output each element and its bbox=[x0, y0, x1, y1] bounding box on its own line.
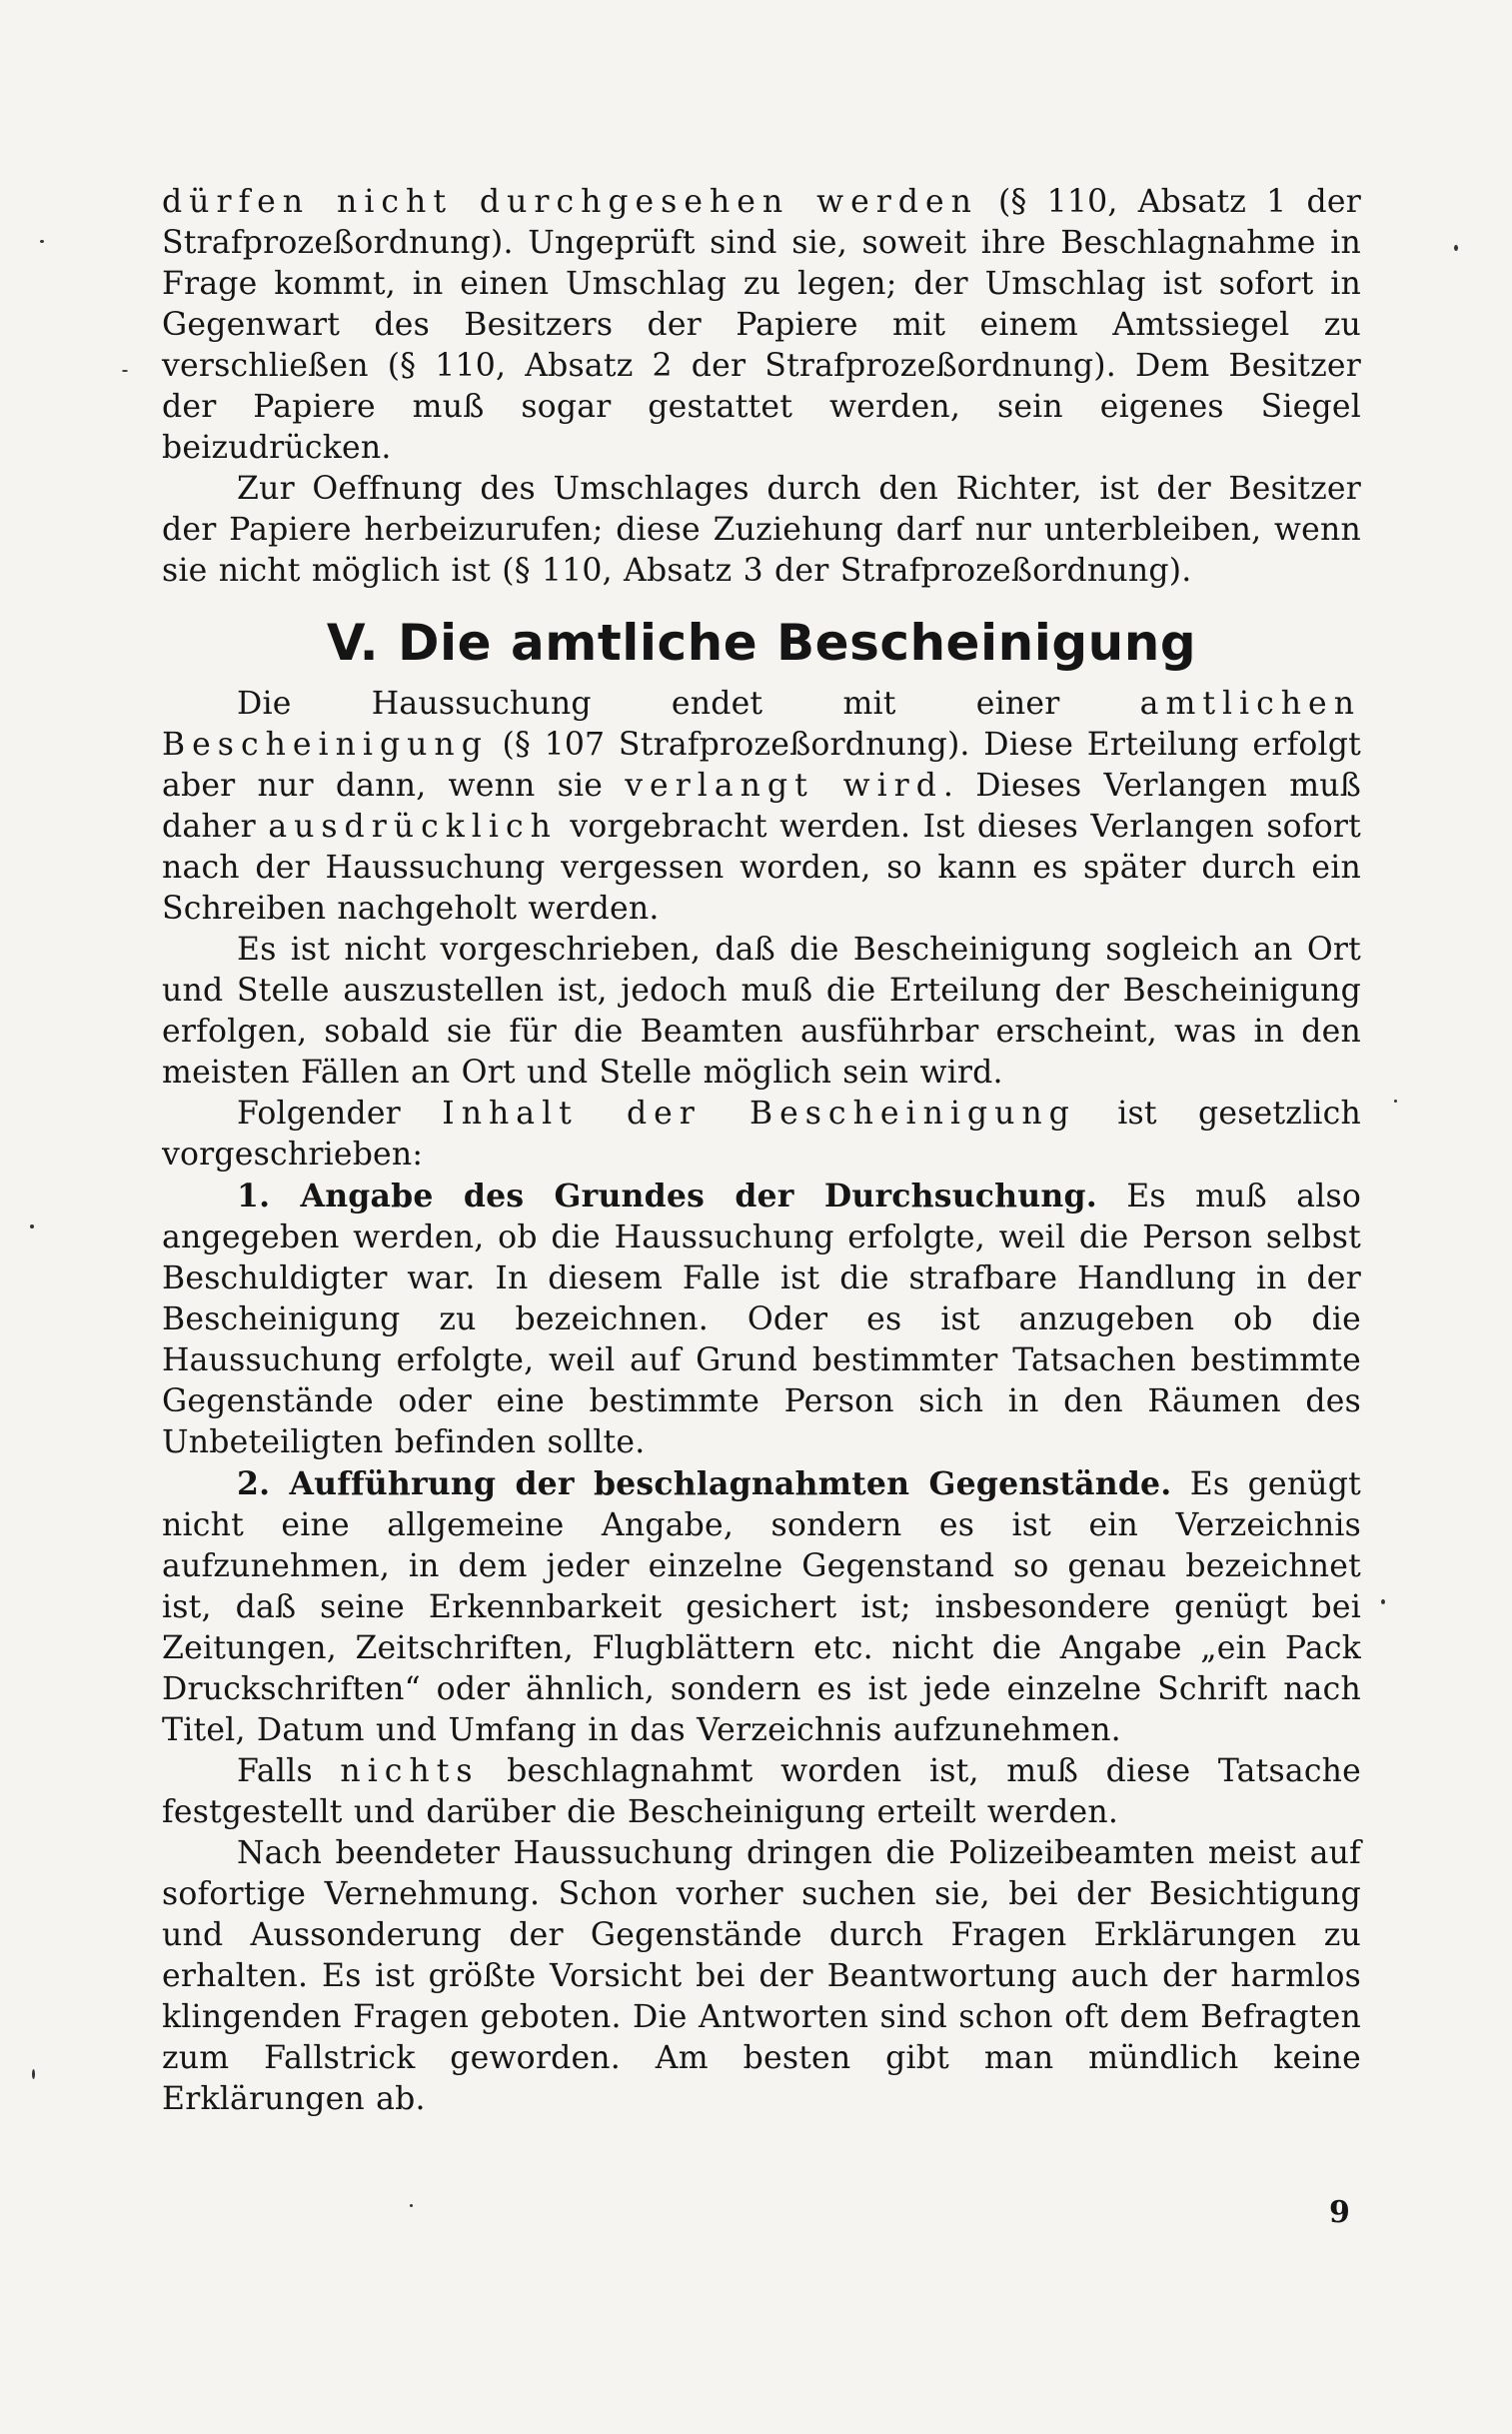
text-segment: vorgebracht werden. Ist dieses Verlangen sofort nach der Haussuchung vergessen worden, so kann es später durch ein Schreiben nachgeholt werden. bbox=[162, 809, 1361, 927]
text-segment: ist gesetzlich vorgeschrieben: bbox=[162, 1096, 1361, 1173]
emphasized-text: amtlichen Bescheinigung bbox=[162, 686, 1361, 763]
bold-text: 1. Angabe des Grundes der Durchsuchung. bbox=[237, 1178, 1097, 1215]
text-segment: Die Haussuchung endet mit einer bbox=[237, 686, 1140, 722]
paragraph bbox=[162, 1463, 1361, 1751]
paragraph bbox=[162, 182, 1361, 469]
page-number: 9 bbox=[1329, 2195, 1350, 2230]
text-segment: Falls bbox=[237, 1753, 341, 1789]
bold-text: 2. Aufführung der beschlagnahmten Gegenstände. bbox=[237, 1465, 1172, 1502]
emphasized-text: verlangt wird bbox=[625, 768, 943, 804]
text-segment: Zur Oeffnung des Umschlages durch den Richter, ist der Besitzer der Papiere herbeizurufen; diese Zuziehung darf nur unterbleiben, wenn sie nicht möglich ist (§ 110, Absatz 3 der Strafprozeßordnung). bbox=[162, 471, 1361, 589]
paragraph bbox=[162, 930, 1361, 1094]
text-segment: (§ 110, Absatz 1 der Strafprozeßordnung). Ungeprüft sind sie, soweit ihre Beschlagnahme in Frage kommt, in einen Umschlag zu legen; der Umschlag ist sofort in Gegenwart des Besitzers der Papiere mit einem Amtssiegel zu verschließen (§ 110, Absatz 2 der Strafprozeßordnung). Dem Besitzer der Papiere muß sogar gestattet werden, sein eigenes Siegel beizudrücken. bbox=[162, 184, 1362, 466]
emphasized-text: ausdrücklich bbox=[268, 809, 558, 845]
text-segment: V. Die amtliche Bescheinigung bbox=[326, 614, 1197, 672]
body-text bbox=[162, 182, 1361, 2120]
text-segment: Folgender bbox=[237, 1096, 443, 1132]
paragraph bbox=[162, 469, 1361, 592]
text-segment: Es muß also angegeben werden, ob die Haussuchung erfolgte, weil die Person selbst Beschuldigter war. In diesem Falle ist die strafbare Handlung in der Bescheinigung zu bezeichnen. Oder es ist anzugeben ob die Haussuchung erfolgte, weil auf Grund bestimmter Tatsachen bestimmte Gegenstände oder eine bestimmte Person sich in den Räumen des Unbeteiligten befinden sollte. bbox=[162, 1179, 1361, 1460]
scan-speck bbox=[30, 1224, 34, 1228]
scan-speck bbox=[32, 2069, 35, 2079]
paragraph bbox=[162, 1833, 1361, 2120]
paragraph bbox=[162, 1751, 1361, 1833]
scan-speck bbox=[1381, 1599, 1385, 1604]
text-segment: . Dieses Verlangen muß daher bbox=[162, 768, 1362, 845]
text-segment: Es genügt nicht eine allgemeine Angabe, sondern es ist ein Verzeichnis aufzunehmen, in dem jeder einzelne Gegenstand so genau bezeichnet ist, daß seine Erkennbarkeit gesichert ist; insbesondere genügt bei Zeitungen, Zeitschriften, Flugblättern etc. nicht die Angabe „ein Pack Druckschriften“ oder ähnlich, sondern es ist jede einzelne Schrift nach Titel, Datum und Umfang in das Verzeichnis aufzunehmen. bbox=[162, 1466, 1361, 1748]
paragraph bbox=[162, 1176, 1361, 1463]
scan-speck bbox=[410, 2204, 413, 2207]
scan-speck bbox=[1394, 1100, 1397, 1103]
scan-speck bbox=[40, 240, 44, 243]
emphasized-text: Inhalt der Bescheinigung bbox=[442, 1096, 1076, 1132]
text-segment: Es ist nicht vorgeschrieben, daß die Bescheinigung sogleich an Ort und Stelle auszustellen ist, jedoch muß die Erteilung der Bescheinigung erfolgen, sobald sie für die Beamten ausführbar erscheint, was in den meisten Fällen an Ort und Stelle möglich sein wird. bbox=[162, 932, 1361, 1091]
section-heading bbox=[162, 610, 1361, 676]
text-segment: beschlagnahmt worden ist, muß diese Tatsache festgestellt und darüber die Bescheinigung erteilt werden. bbox=[162, 1753, 1362, 1830]
emphasized-text: dürfen nicht durchgesehen werden bbox=[162, 184, 978, 220]
text-segment: (§ 107 Strafprozeßordnung). Diese Erteilung erfolgt aber nur dann, wenn sie bbox=[162, 727, 1361, 804]
paragraph bbox=[162, 684, 1361, 930]
text-segment: Nach beendeter Haussuchung dringen die Polizeibeamten meist auf sofortige Vernehmung. Schon vorher suchen sie, bei der Besichtigung und Aussonderung der Gegenstände durch Fragen Erklärungen zu erhalten. Es ist größte Vorsicht bei der Beantwortung auch der harmlos klingenden Fragen geboten. Die Antworten sind schon oft dem Befragten zum Fallstrick geworden. Am besten gibt man mündlich keine Erklärungen ab. bbox=[162, 1835, 1361, 2117]
paragraph bbox=[162, 1094, 1361, 1176]
scan-speck bbox=[1454, 245, 1458, 251]
emphasized-text: nichts bbox=[340, 1753, 480, 1789]
scan-speck bbox=[122, 370, 128, 372]
